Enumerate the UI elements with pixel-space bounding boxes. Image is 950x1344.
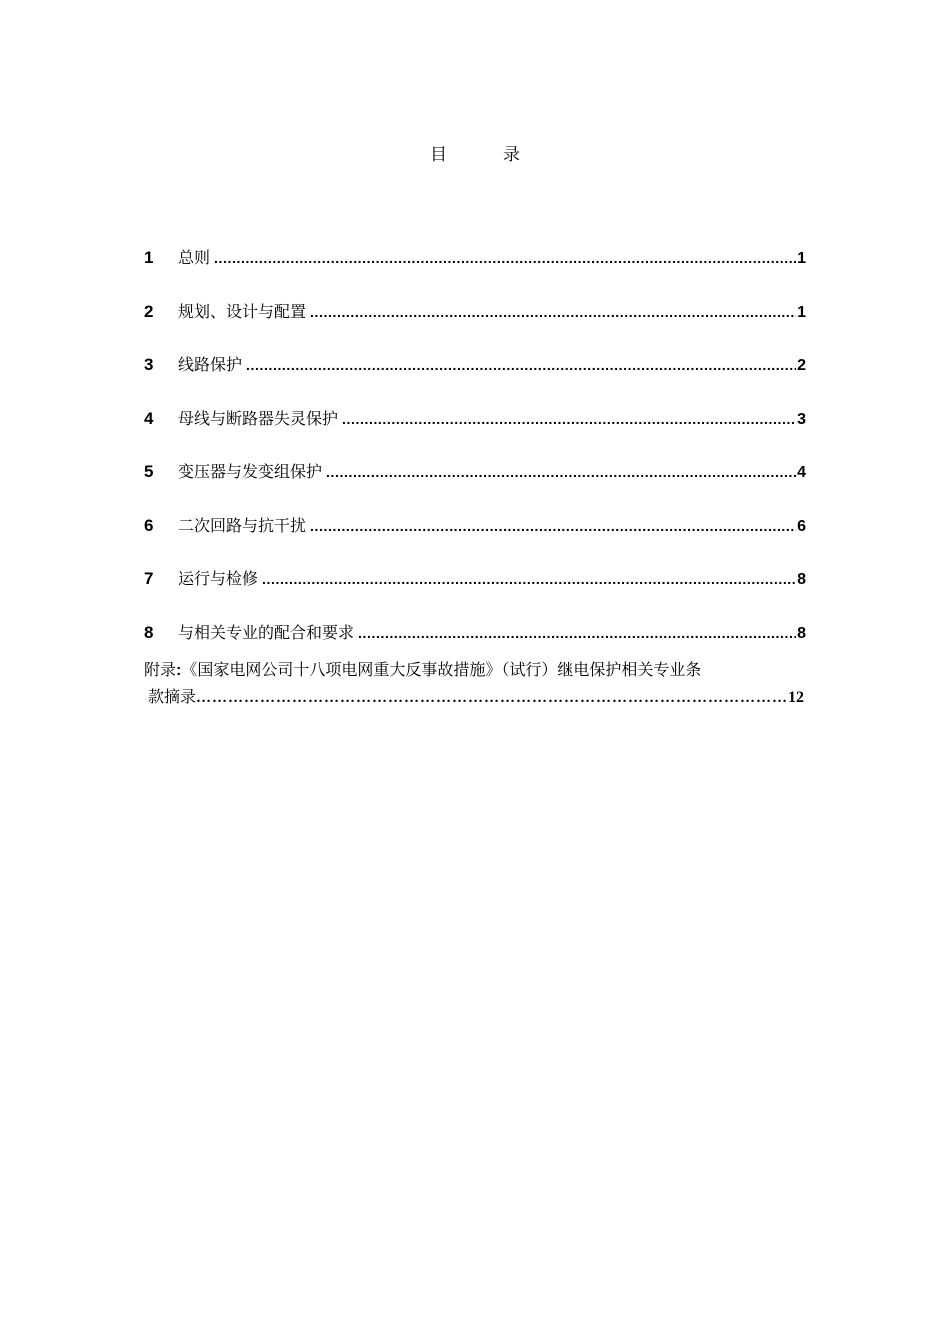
- toc-entry-number: 7: [144, 569, 154, 588]
- appendix-title-line-2: 款摘录: [148, 687, 197, 706]
- toc-entry-page: 3: [797, 410, 806, 428]
- toc-entry-number: 4: [144, 408, 154, 428]
- toc-entry-number: 8: [144, 622, 154, 642]
- toc-entry-number: 3: [144, 355, 154, 374]
- appendix-dot-leader: [196, 685, 788, 711]
- toc-entry-page: 6: [797, 517, 806, 535]
- toc-dot-leader: [326, 459, 796, 485]
- toc-dot-leader: [310, 299, 796, 325]
- toc-entry[interactable]: [144, 299, 806, 325]
- toc-entry-number: 2: [144, 301, 154, 321]
- appendix-page: 12: [788, 689, 804, 706]
- appendix-line-1: [144, 656, 806, 684]
- toc-appendix-entry[interactable]: [144, 656, 806, 710]
- toc-entry[interactable]: [144, 459, 806, 485]
- appendix-line-2: [144, 684, 804, 710]
- toc-entry[interactable]: [144, 406, 806, 432]
- appendix-colon: :: [176, 662, 182, 679]
- toc-dot-leader: [246, 352, 796, 378]
- toc-entry-page: 1: [797, 303, 806, 321]
- toc-entry-page: 4: [797, 464, 806, 481]
- toc-entry-title: 母线与断路器失灵保护: [178, 408, 339, 428]
- toc-entry[interactable]: [144, 352, 806, 378]
- toc-dot-leader: [214, 245, 796, 271]
- toc-dot-leader: [358, 620, 796, 646]
- appendix-title-line-1: 《国家电网公司十八项电网重大反事故措施》（试行）继电保护相关专业条: [181, 660, 702, 679]
- toc-dot-leader: [342, 406, 796, 432]
- appendix-label: 附录: [144, 660, 177, 679]
- toc-entry[interactable]: [144, 513, 806, 539]
- toc-entry-title: 变压器与发变组保护: [178, 462, 323, 481]
- toc-entry-page: 2: [797, 357, 806, 374]
- toc-entry-title: 线路保护: [178, 355, 243, 374]
- toc-entry-title: 与相关专业的配合和要求: [178, 622, 355, 642]
- toc-entry[interactable]: [144, 245, 806, 271]
- toc-entry-title: 总则: [178, 248, 211, 267]
- toc-entry-number: 6: [144, 515, 154, 535]
- toc-dot-leader: [310, 513, 796, 539]
- toc-dot-leader: [262, 566, 796, 592]
- toc-entry-page: 8: [797, 571, 806, 588]
- toc-entry-number: 1: [144, 248, 154, 267]
- toc-entry-page: 1: [797, 250, 806, 267]
- toc-entry[interactable]: [144, 566, 806, 592]
- toc-entry-title: 规划、设计与配置: [178, 301, 307, 321]
- toc-entry-number: 5: [144, 462, 154, 481]
- toc-entry[interactable]: [144, 620, 806, 646]
- toc-entry-page: 8: [797, 624, 806, 642]
- toc-title: 目录: [430, 145, 576, 165]
- toc-entry-title: 二次回路与抗干扰: [178, 515, 307, 535]
- toc-entry-title: 运行与检修: [178, 569, 259, 588]
- toc-list: [144, 245, 806, 646]
